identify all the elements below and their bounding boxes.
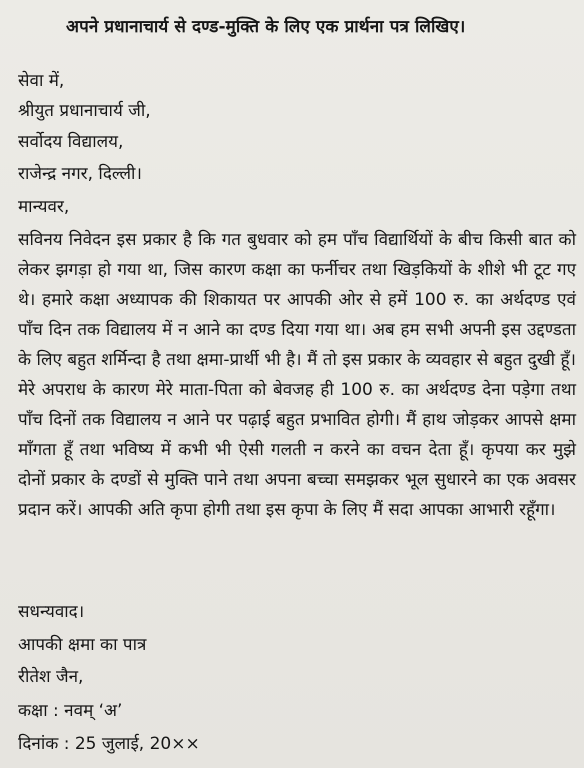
closing-line: आपकी क्षमा का पात्र (18, 635, 147, 655)
sender-name: रीतेश जैन, (18, 667, 84, 687)
letter-body: सविनय निवेदन इस प्रकार है कि गत बुधवार को हम पाँच विद्यार्थियों के बीच किसी बात को लेकर झगड़ा हो गया था, जिस कारण कक्षा का फर्नीचर तथा खिड़कियों के शीशे भी टूट गए थे। हमारे कक्षा अध्यापक की शिकायत पर आपकी ओर से हमें 100 रु. का अर्थदण्ड एवं पाँच दिन तक विद्यालय में न आने का दण्ड दिया गया था। अब हम सभी अपनी इस उद्दण्डता के लिए बहुत शर्मिन्दा है तथा क्षमा-प्रार्थी भी है। मैं तो इस प्रकार के व्यवहार से बहुत दुखी हूँ। मेरे अपराध के कारण मेरे माता-पिता को बेवजह ही 100 रु. का अर्थदण्ड देना पड़ेगा तथा पाँच दिनों तक विद्यालय न आने पर पढ़ाई बहुत प्रभावित होगी। मैं हाथ जोड़कर आपसे क्षमा माँगता हूँ तथा भविष्य में कभी भी ऐसी गलती न करने का वचन देता हूँ। कृपया कर मुझे दोनों प्रकार के दण्डों से मुक्ति पाने तथा अपना बच्चा समझकर भूल सुधारने का एक अवसर प्रदान करें। आपकी अति कृपा होगी तथा इस कृपा के लिए मैं सदा आपका आभारी रहूँगा। (18, 230, 576, 520)
address-line-2: श्रीयुत प्रधानाचार्य जी, (18, 101, 151, 121)
address-line-4: राजेन्द्र नगर, दिल्ली। (18, 164, 142, 184)
salutation: मान्यवर, (18, 197, 70, 217)
question-title: अपने प्रधानाचार्य से दण्ड-मुक्ति के लिए एक प्रार्थना पत्र लिखिए। (66, 17, 466, 37)
date-line: दिनांक : 25 जुलाई, 20×× (18, 734, 200, 754)
address-line-3: सर्वोदय विद्यालय, (18, 132, 124, 152)
thanks-line: सधन्यवाद। (18, 602, 85, 622)
address-line-1: सेवा में, (18, 71, 65, 91)
class-line: कक्षा : नवम् ‘अ’ (18, 701, 123, 721)
